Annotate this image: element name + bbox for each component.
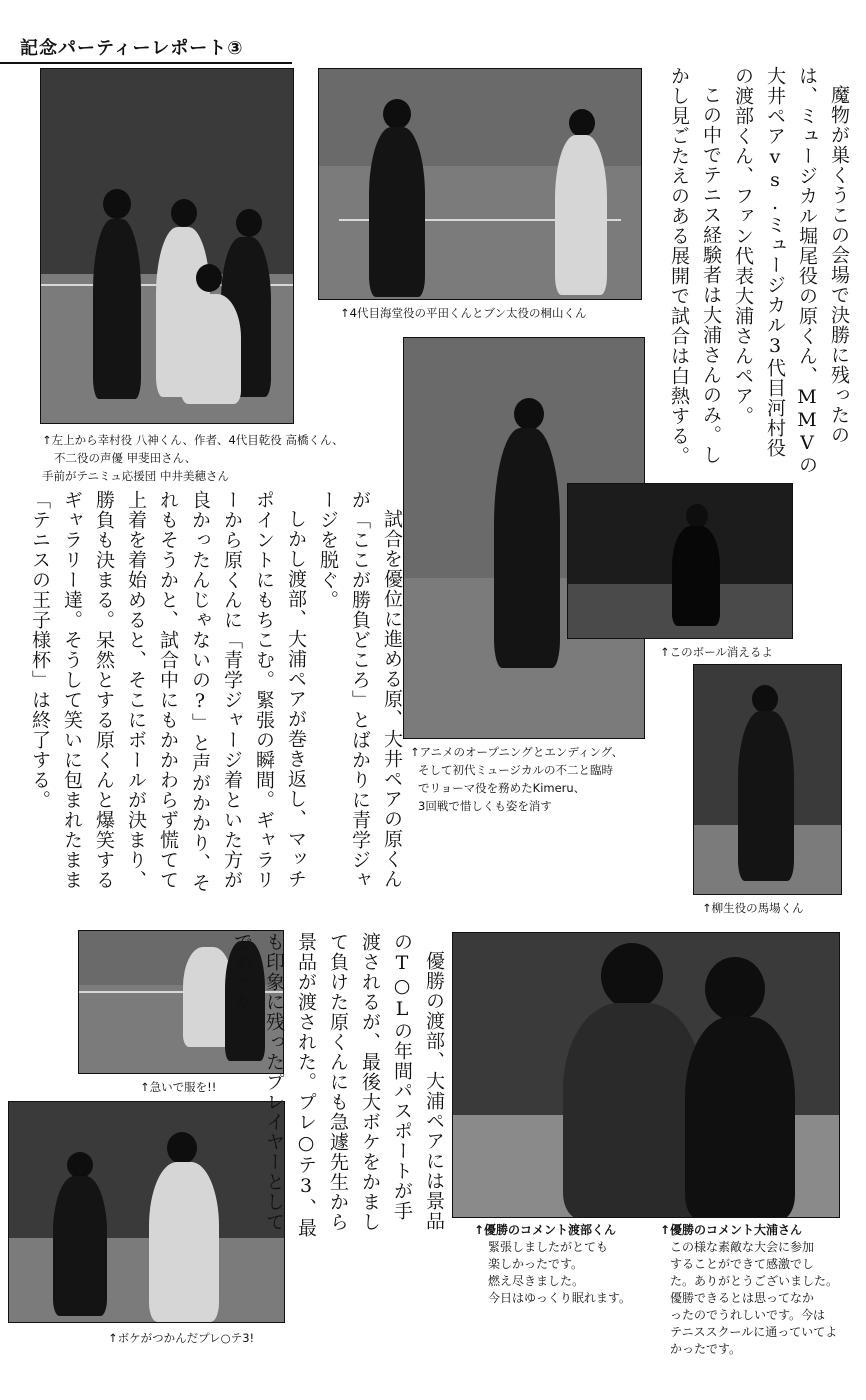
article-paragraph-3 [231, 932, 450, 1238]
ball-photo-caption: ↑このボール消えるよ [660, 645, 773, 659]
oura-comment-line: 優勝できるとは思ってなか [670, 1291, 815, 1305]
watabe-comment-line: 今日はゆっくり眠れます。 [488, 1291, 631, 1305]
watabe-comment-heading: ↑優勝のコメント渡部くん [474, 1223, 617, 1237]
boke-photo-caption: ↑ボケがつかんだプレ○テ3! [108, 1331, 255, 1345]
hirata-photo-caption: ↑4代目海堂役の平田くんとブン太役の桐山くん [340, 306, 587, 320]
oura-comment-line: テニススクールに通っていてよ [670, 1325, 838, 1339]
kimeru-caption-1: ↑アニメのオープニングとエンディング、 [410, 745, 624, 759]
clothes-photo-caption: ↑急いで服を!! [140, 1080, 217, 1094]
kimeru-caption-3: でリョーマ役を務めたKimeru、 [418, 781, 586, 795]
kimeru-caption-4: 3回戦で惜しくも姿を消す [418, 799, 552, 813]
winners-photo [452, 932, 840, 1218]
oura-comment-line: ったのでうれしいです。今は [670, 1308, 826, 1322]
oura-comment-line: かったです。 [670, 1342, 742, 1356]
oura-comment-line: することができて感激でし [670, 1257, 815, 1271]
group-photo [40, 68, 294, 424]
article-paragraph-1-b: この中でテニス経験者は大浦さんのみ。しかし見ごたえのある展開で試合は白熱する。 [668, 66, 722, 466]
watabe-comment-line: 緊張しましたがとても [488, 1240, 609, 1254]
hirata-kiriyama-photo [318, 68, 642, 300]
article-paragraph-3-a: 優勝の渡部、大浦ペアには景品のT○Lの年間パスポートが手渡されるが、最後大ボケをかまして負けた原くんにも急遽先生から景品が渡された。プレ○テ3、最も印象に残ったプレイヤーとしてであった。 [231, 932, 445, 1238]
article-paragraph-2 [29, 490, 408, 905]
ball-photo [567, 483, 793, 639]
article-paragraph-1-a: 魔物が巣くうこの会場で決勝に残ったのは、ミュージカル堀尾役の原くん、MMVの大井ペアvs.ミュージカル3代目河村役の渡部くん、ファン代表大浦さんペア。 [732, 66, 850, 475]
article-paragraph-2-b: しかし渡部、大浦ペアが巻き返し、マッチポイントにもちこむ。緊張の瞬間。ギャラリーから原くんに「青学ジャージ着といた方が良かったんじゃないの?」と声がかかり、それもそうかと、試合中にもかかわらず慌てて上着を着始めると、そこにボールが決まり、勝負も決まる。呆然とする原くんと爆笑するギャラリー達。そうして笑いに包まれたまま「テニスの王子様杯」は終了する。 [29, 490, 307, 893]
yagyu-photo [693, 664, 842, 895]
article-paragraph-1 [650, 66, 855, 476]
group-photo-caption-3: 手前がテニミュ応援団 中井美穂さん [42, 469, 229, 483]
watabe-comment [474, 1222, 631, 1307]
group-photo-caption-1: ↑左上から幸村役 八神くん、作者、4代目乾役 高橋くん、 [42, 433, 344, 447]
page-title: 記念パーティーレポート③ [20, 38, 244, 59]
watabe-comment-line: 燃え尽きました。 [488, 1274, 585, 1288]
group-photo-caption-2: 不二役の声優 甲斐田さん、 [54, 451, 197, 465]
oura-comment-heading: ↑優勝のコメント大浦さん [660, 1223, 803, 1237]
title-underline [0, 62, 292, 64]
yagyu-photo-caption: ↑柳生役の馬場くん [702, 901, 804, 915]
article-paragraph-2-a: 試合を優位に進める原、大井ペアの原くんが「ここが勝負どころ」とばかりに青学ジャージを脱ぐ。 [317, 490, 403, 890]
watabe-comment-line: 楽しかったです。 [488, 1257, 584, 1271]
oura-comment [660, 1222, 838, 1358]
kimeru-caption-2: そして初代ミュージカルの不二と臨時 [418, 763, 614, 777]
oura-comment-line: た。ありがとうございました。 [670, 1274, 839, 1288]
oura-comment-line: この様な素敵な大会に参加 [670, 1240, 815, 1254]
